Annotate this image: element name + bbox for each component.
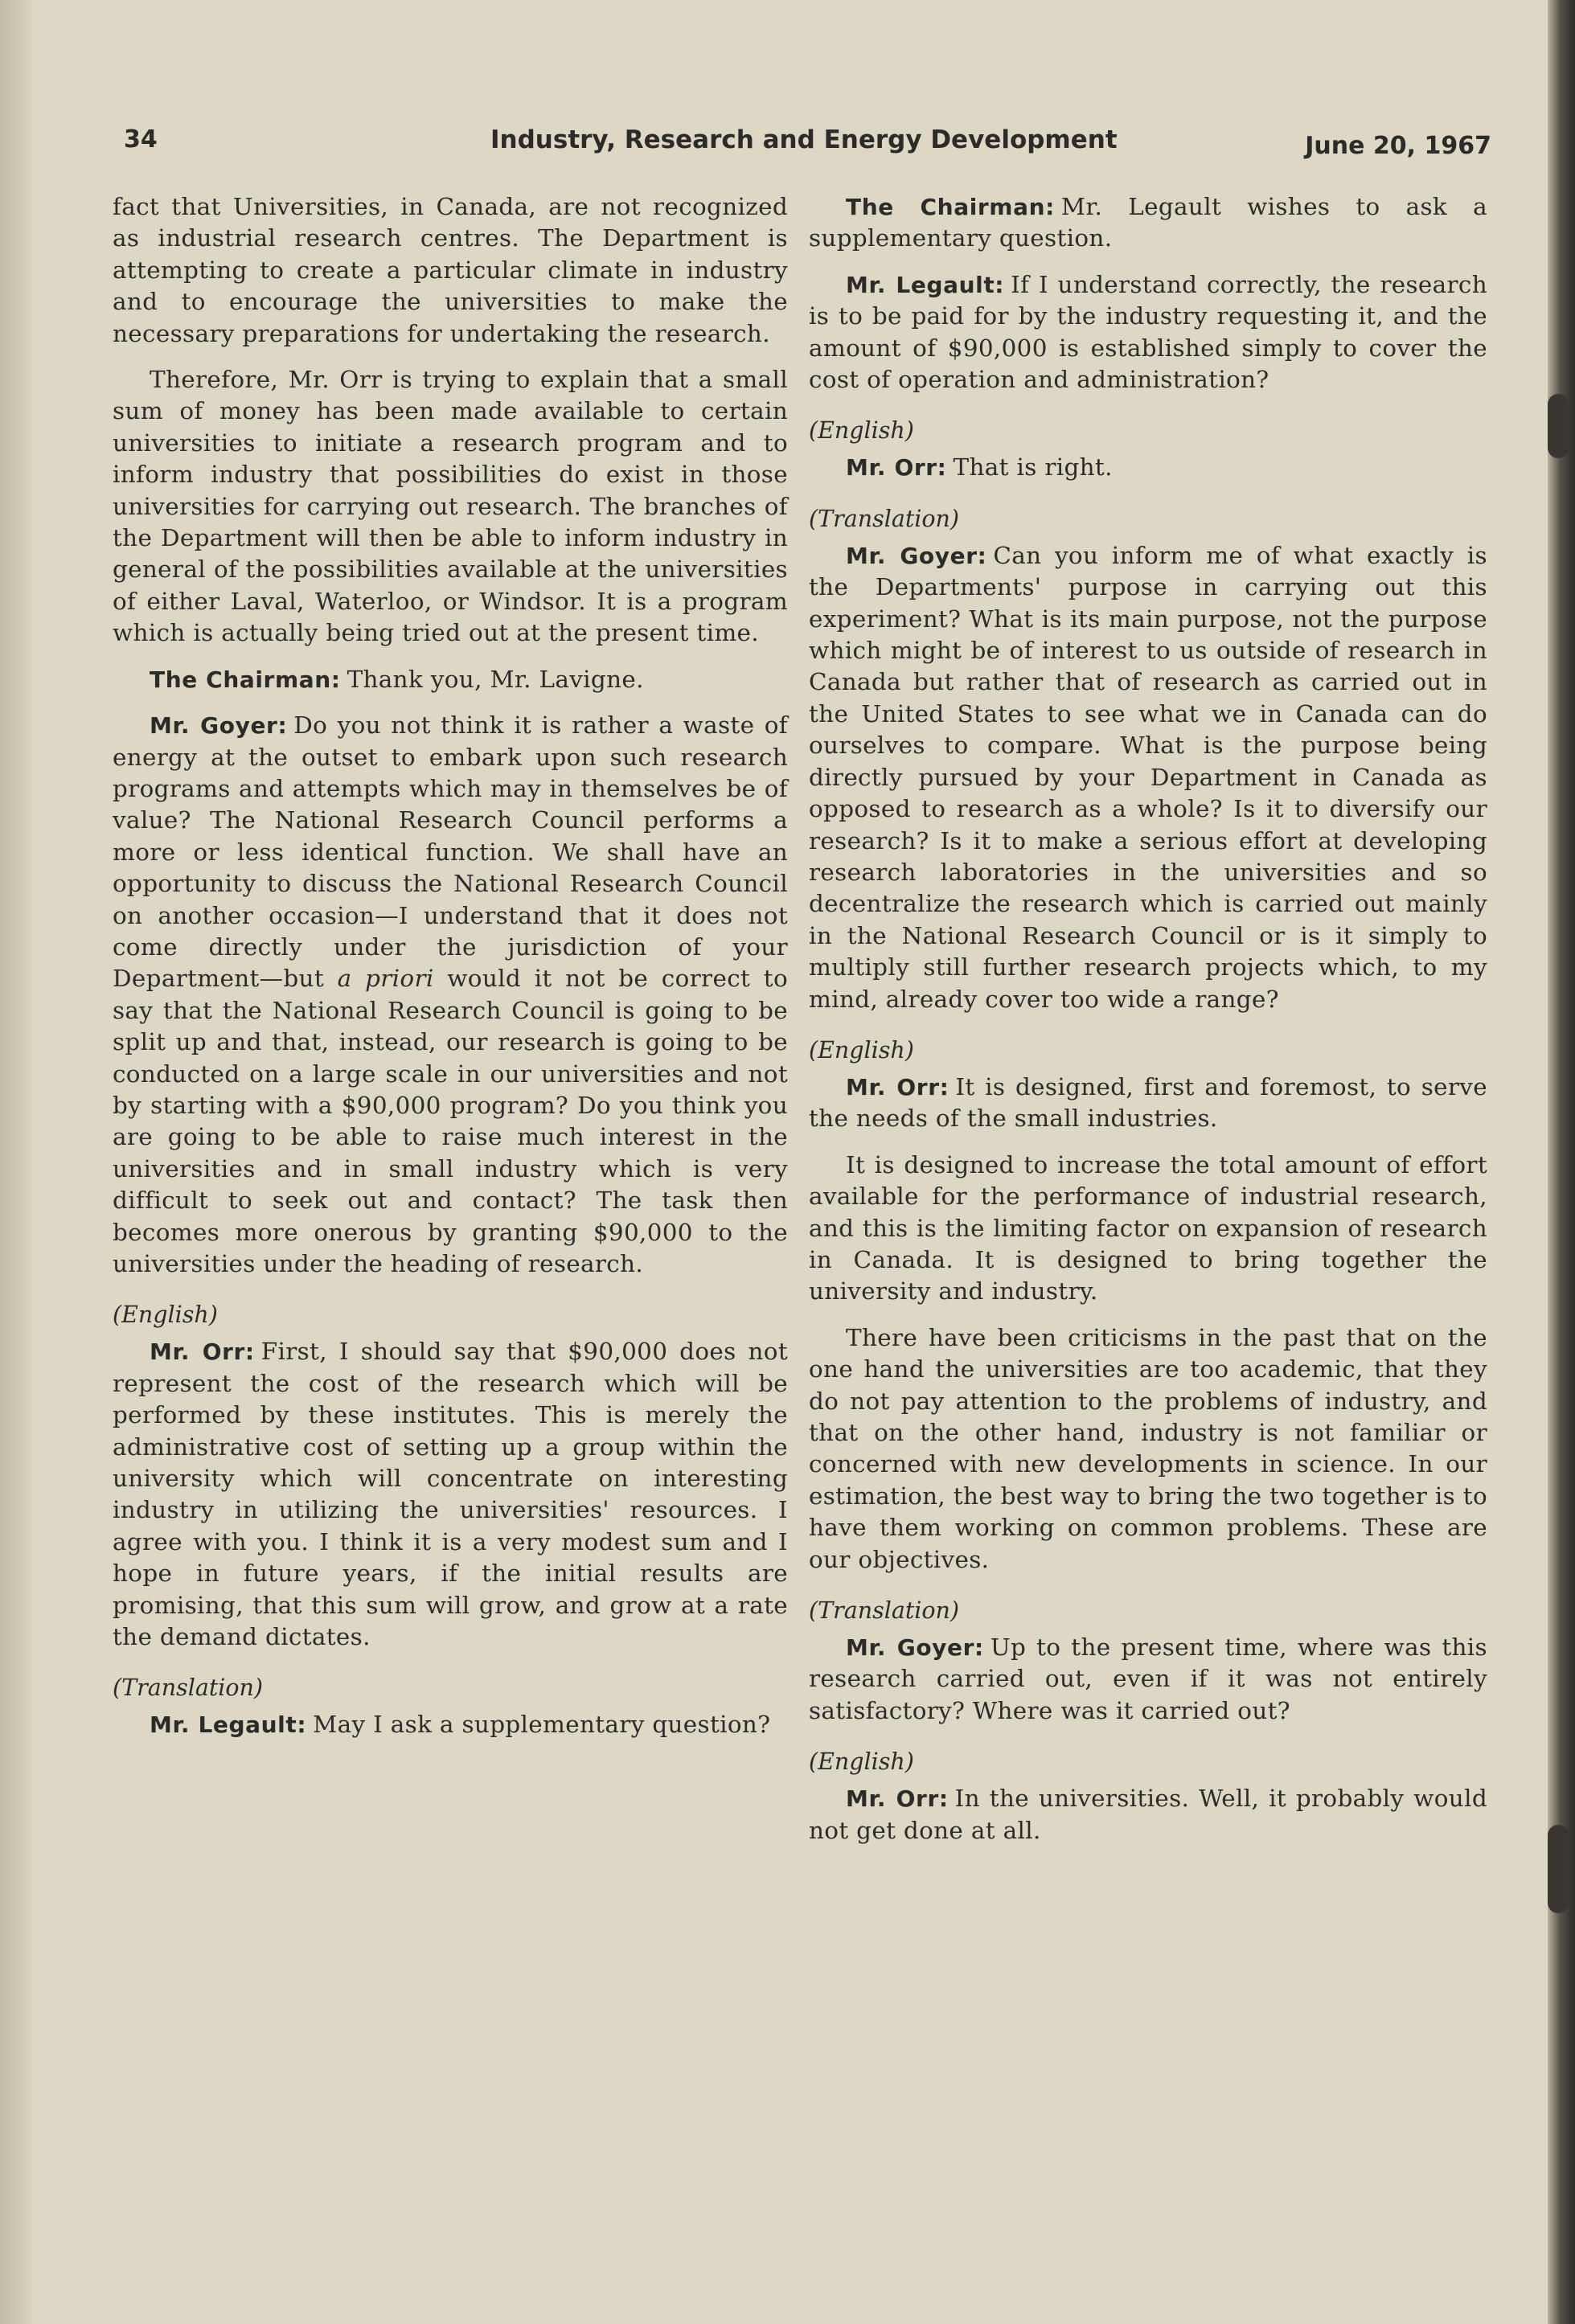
- page-header: [121, 122, 1491, 170]
- language-note: (English): [809, 417, 914, 445]
- italic-phrase: a priori: [337, 965, 434, 993]
- language-note: (English): [809, 1748, 914, 1776]
- speech-paragraph: [113, 1336, 788, 1653]
- paragraph-text: Therefore, Mr. Orr is trying to explain that a small sum of money has been made available to certain universities to initiate a research program and to inform industry that possibilities do exist in those universities for carrying out research. The branches of the Department will then be able to inform industry in general of the possibilities available at the universities of either Laval, Waterloo, or Windsor. It is a program which is actually being tried out at the present time.: [113, 366, 788, 647]
- paragraph-text: Mr. Legault wishes to ask a supplementary question.: [809, 193, 1487, 252]
- speaker-name: Mr. Legault:: [150, 1711, 307, 1739]
- speaker-name: Mr. Orr:: [846, 1785, 949, 1813]
- paragraph-text: In the universities. Well, it probably would not get done at all.: [809, 1785, 1487, 1844]
- paragraph-text: Thank you, Mr. Lavigne.: [347, 665, 644, 693]
- body-paragraph: [113, 364, 788, 650]
- speaker-name: Mr. Goyer:: [846, 1634, 984, 1662]
- paragraph-text: First, I should say that $90,000 does not represent the cost of the research which will be performed by these institutes. This is merely the administrative cost of setting up a group within the university which will concentrate on interesting industry in utilizing the universities' resources. I agree with you. I think it is a very modest sum and I hope in future years, if the initial results are promising, that this sum will grow, and grow at a rate the demand dictates.: [113, 1338, 788, 1651]
- speech-paragraph: [809, 269, 1487, 396]
- speaker-name: Mr. Orr:: [150, 1338, 255, 1366]
- body-paragraph: [809, 1150, 1487, 1308]
- book-binding-edge: [1548, 0, 1575, 2324]
- speech-paragraph: [809, 1632, 1487, 1727]
- paragraph-text: If I understand correctly, the research is to be paid for by the industry requesting it, and the amount of $90,000 is established simply to cover the cost of operation and administration?: [809, 270, 1487, 394]
- running-title: Industry, Research and Energy Development: [490, 125, 1118, 154]
- paragraph-text: There have been criticisms in the past that on the one hand the universities are too academic, that they do not pay attention to the problems of industry, and that on the other hand, industry is not familiar or concerned with new developments in science. In our estimation, the best way to bring the two together is to have them working on common problems. These are our objectives.: [809, 1323, 1487, 1573]
- paragraph-text: fact that Universities, in Canada, are not recognized as industrial research centres. The Department is attempting to create a particular climate in industry and to encourage the universities to make the necessary preparations for undertaking the research.: [113, 193, 788, 347]
- speaker-name: Mr. Legault:: [846, 271, 1005, 298]
- speech-paragraph: [113, 710, 788, 1280]
- body-paragraph: [113, 191, 788, 350]
- speech-paragraph: [809, 1072, 1487, 1135]
- language-note: (English): [113, 1301, 218, 1329]
- paragraph-text: Can you inform me of what exactly is the Departments' purpose in carrying out this experiment? What is its main purpose, not the purpose which might be of interest to us outside of research in Canada but rather that of research as carried out in the United States to see what we in Canada can do ourselves to compare. What is the purpose being directly pursued by your Department in Canada as opposed to research as a whole? Is it to diversify our research? Is it to make a serious effort at developing research laboratories in the universities and so decentralize the research which is carried out mainly in the National Research Council or is it simply to multiply still further research projects which, to my mind, already cover too wide a range?: [809, 541, 1487, 1013]
- body-paragraph: [809, 1322, 1487, 1576]
- left-text-column: [113, 191, 788, 1756]
- right-text-column: [809, 191, 1487, 1861]
- page-number: 34: [124, 125, 158, 154]
- speaker-name: The Chairman:: [846, 194, 1055, 220]
- language-note: (Translation): [809, 505, 960, 532]
- paragraph-text: May I ask a supplementary question?: [313, 1711, 771, 1739]
- speech-paragraph: [809, 1783, 1487, 1846]
- speaker-name: Mr. Orr:: [846, 454, 947, 482]
- speech-paragraph: [113, 1709, 788, 1740]
- language-note: (Translation): [113, 1674, 264, 1702]
- paragraph-text: That is right.: [953, 453, 1113, 482]
- page-date: June 20, 1967: [1305, 132, 1491, 160]
- language-note: (Translation): [809, 1597, 960, 1625]
- speech-paragraph: [809, 540, 1487, 1015]
- paragraph-text: Do you not think it is rather a waste of energy at the outset to embark upon such research programs and attempts which may in themselves be of value? The National Research Council performs a more or less identical function. We shall have an opportunity to discuss the National Research Council on another occasion—I understand that it does not come directly under the jurisdiction of your Department—but: [113, 711, 789, 993]
- paragraph-text: would it not be correct to say that the National Research Council is going to be split up and that, instead, our research is going to be conducted on a large scale in our universities and not by starting with a $90,000 program? Do you think you are going to be able to raise much interest in the universities and in small industry which is very difficult to seek out and contact? The task then becomes more onerous by granting $90,000 to the universities under the heading of research.: [113, 965, 788, 1277]
- speaker-name: Mr. Goyer:: [846, 542, 987, 569]
- paragraph-text: Up to the present time, where was this research carried out, even if it was not entirely satisfactory? Where was it carried out?: [809, 1633, 1487, 1724]
- speaker-name: Mr. Orr:: [846, 1073, 950, 1101]
- speech-paragraph: [809, 452, 1487, 483]
- binding-clip: [1548, 394, 1569, 458]
- language-note: (English): [809, 1036, 914, 1064]
- speaker-name: Mr. Goyer:: [150, 712, 288, 740]
- speech-paragraph: [113, 664, 788, 695]
- speech-paragraph: [809, 191, 1487, 255]
- page-left-edge: [0, 0, 32, 2324]
- paragraph-text: It is designed to increase the total amount of effort available for the performance of industrial research, and this is the limiting factor on expansion of research in Canada. It is designed to bring together the university and industry.: [809, 1150, 1487, 1305]
- paragraph-text: It is designed, first and foremost, to serve the needs of the small industries.: [809, 1072, 1487, 1133]
- speaker-name: The Chairman:: [150, 666, 341, 693]
- binding-clip: [1548, 1825, 1569, 1913]
